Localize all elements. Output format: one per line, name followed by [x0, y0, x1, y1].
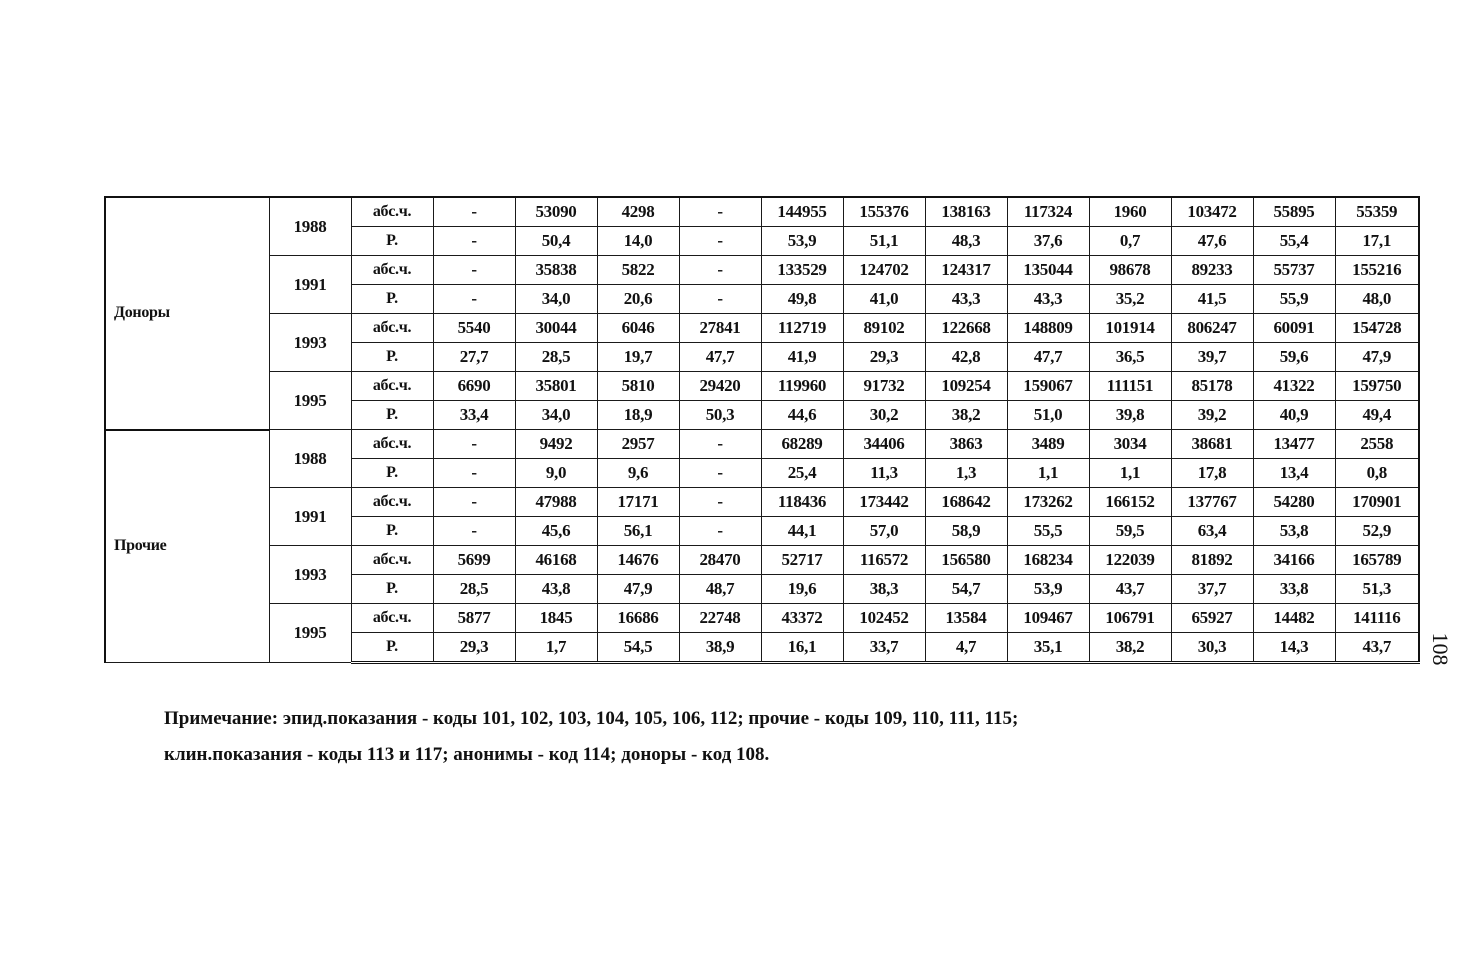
- year-cell: 1993: [269, 314, 351, 372]
- table-row: [105, 256, 1419, 285]
- value-cell: 27841: [679, 314, 761, 343]
- table-row: [105, 314, 1419, 343]
- value-cell: 17,8: [1171, 459, 1253, 488]
- value-cell: 19,7: [597, 343, 679, 372]
- value-cell: 28,5: [433, 575, 515, 604]
- year-cell: 1995: [269, 604, 351, 663]
- value-cell: 137767: [1171, 488, 1253, 517]
- value-cell: -: [679, 197, 761, 227]
- value-cell: 106791: [1089, 604, 1171, 633]
- table-row: [105, 604, 1419, 633]
- value-cell: 20,6: [597, 285, 679, 314]
- value-cell: 0,7: [1089, 227, 1171, 256]
- unit-cell: P.: [351, 575, 433, 604]
- value-cell: 45,6: [515, 517, 597, 546]
- table-row: [105, 546, 1419, 575]
- value-cell: 50,4: [515, 227, 597, 256]
- value-cell: 117324: [1007, 197, 1089, 227]
- unit-cell: абс.ч.: [351, 430, 433, 459]
- unit-cell: абс.ч.: [351, 314, 433, 343]
- value-cell: 33,8: [1253, 575, 1335, 604]
- value-cell: 51,0: [1007, 401, 1089, 430]
- value-cell: 39,7: [1171, 343, 1253, 372]
- value-cell: 22748: [679, 604, 761, 633]
- value-cell: 47988: [515, 488, 597, 517]
- value-cell: 38,9: [679, 633, 761, 663]
- value-cell: 17,1: [1335, 227, 1419, 256]
- value-cell: 166152: [1089, 488, 1171, 517]
- value-cell: 48,7: [679, 575, 761, 604]
- value-cell: 34406: [843, 430, 925, 459]
- value-cell: 49,4: [1335, 401, 1419, 430]
- value-cell: 11,3: [843, 459, 925, 488]
- value-cell: 28470: [679, 546, 761, 575]
- value-cell: 47,6: [1171, 227, 1253, 256]
- table-body: [105, 197, 1419, 663]
- value-cell: 60091: [1253, 314, 1335, 343]
- value-cell: 14,3: [1253, 633, 1335, 663]
- value-cell: 47,7: [679, 343, 761, 372]
- value-cell: 56,1: [597, 517, 679, 546]
- value-cell: 89233: [1171, 256, 1253, 285]
- value-cell: 6690: [433, 372, 515, 401]
- value-cell: 53,8: [1253, 517, 1335, 546]
- note-line-2: клин.показания - коды 113 и 117; анонимы - код 114; доноры - код 108.: [164, 744, 770, 765]
- value-cell: 35,1: [1007, 633, 1089, 663]
- value-cell: 5810: [597, 372, 679, 401]
- value-cell: -: [433, 256, 515, 285]
- value-cell: 55,4: [1253, 227, 1335, 256]
- value-cell: 55737: [1253, 256, 1335, 285]
- value-cell: 133529: [761, 256, 843, 285]
- value-cell: 44,1: [761, 517, 843, 546]
- value-cell: 57,0: [843, 517, 925, 546]
- value-cell: 102452: [843, 604, 925, 633]
- value-cell: 101914: [1089, 314, 1171, 343]
- value-cell: 41,0: [843, 285, 925, 314]
- value-cell: 27,7: [433, 343, 515, 372]
- value-cell: -: [679, 459, 761, 488]
- value-cell: 3863: [925, 430, 1007, 459]
- value-cell: 13,4: [1253, 459, 1335, 488]
- value-cell: 122668: [925, 314, 1007, 343]
- unit-cell: P.: [351, 459, 433, 488]
- table-row: [105, 430, 1419, 459]
- unit-cell: абс.ч.: [351, 546, 433, 575]
- value-cell: 34,0: [515, 285, 597, 314]
- value-cell: 65927: [1171, 604, 1253, 633]
- value-cell: 59,6: [1253, 343, 1335, 372]
- value-cell: 35,2: [1089, 285, 1171, 314]
- value-cell: 33,4: [433, 401, 515, 430]
- value-cell: -: [433, 488, 515, 517]
- value-cell: 155376: [843, 197, 925, 227]
- unit-cell: абс.ч.: [351, 604, 433, 633]
- year-cell: 1991: [269, 488, 351, 546]
- value-cell: 52717: [761, 546, 843, 575]
- value-cell: 46168: [515, 546, 597, 575]
- value-cell: 5822: [597, 256, 679, 285]
- value-cell: 25,4: [761, 459, 843, 488]
- unit-cell: абс.ч.: [351, 488, 433, 517]
- value-cell: 154728: [1335, 314, 1419, 343]
- value-cell: 42,8: [925, 343, 1007, 372]
- value-cell: 109467: [1007, 604, 1089, 633]
- value-cell: 91732: [843, 372, 925, 401]
- value-cell: 3489: [1007, 430, 1089, 459]
- value-cell: 168642: [925, 488, 1007, 517]
- group-label: Доноры: [105, 197, 269, 430]
- unit-cell: абс.ч.: [351, 197, 433, 227]
- year-cell: 1988: [269, 430, 351, 488]
- value-cell: 141116: [1335, 604, 1419, 633]
- value-cell: 168234: [1007, 546, 1089, 575]
- value-cell: 3034: [1089, 430, 1171, 459]
- value-cell: 34,0: [515, 401, 597, 430]
- value-cell: 85178: [1171, 372, 1253, 401]
- value-cell: -: [433, 430, 515, 459]
- value-cell: 43,3: [1007, 285, 1089, 314]
- value-cell: 2558: [1335, 430, 1419, 459]
- value-cell: 47,9: [597, 575, 679, 604]
- value-cell: -: [433, 197, 515, 227]
- value-cell: 41,9: [761, 343, 843, 372]
- unit-cell: P.: [351, 517, 433, 546]
- value-cell: 55895: [1253, 197, 1335, 227]
- unit-cell: P.: [351, 401, 433, 430]
- value-cell: -: [679, 430, 761, 459]
- value-cell: 51,1: [843, 227, 925, 256]
- group-label: Прочие: [105, 430, 269, 663]
- value-cell: -: [679, 488, 761, 517]
- value-cell: 116572: [843, 546, 925, 575]
- value-cell: 51,3: [1335, 575, 1419, 604]
- value-cell: 16686: [597, 604, 679, 633]
- value-cell: 68289: [761, 430, 843, 459]
- year-cell: 1991: [269, 256, 351, 314]
- value-cell: 156580: [925, 546, 1007, 575]
- note-line-1: Примечание: эпид.показания - коды 101, 102, 103, 104, 105, 106, 112; прочие - коды 109, 110, 111, 115;: [164, 708, 1019, 729]
- unit-cell: P.: [351, 285, 433, 314]
- value-cell: 1,7: [515, 633, 597, 663]
- value-cell: 14482: [1253, 604, 1335, 633]
- value-cell: 111151: [1089, 372, 1171, 401]
- value-cell: 148809: [1007, 314, 1089, 343]
- table-row: [105, 197, 1419, 227]
- value-cell: 0,8: [1335, 459, 1419, 488]
- value-cell: 48,0: [1335, 285, 1419, 314]
- value-cell: 30,2: [843, 401, 925, 430]
- value-cell: 41322: [1253, 372, 1335, 401]
- value-cell: 52,9: [1335, 517, 1419, 546]
- value-cell: 54,7: [925, 575, 1007, 604]
- value-cell: 4,7: [925, 633, 1007, 663]
- value-cell: 18,9: [597, 401, 679, 430]
- value-cell: 53090: [515, 197, 597, 227]
- table-row: [105, 372, 1419, 401]
- value-cell: 16,1: [761, 633, 843, 663]
- value-cell: 38,3: [843, 575, 925, 604]
- value-cell: 43,7: [1335, 633, 1419, 663]
- value-cell: 9,6: [597, 459, 679, 488]
- year-cell: 1988: [269, 197, 351, 256]
- value-cell: 2957: [597, 430, 679, 459]
- unit-cell: абс.ч.: [351, 372, 433, 401]
- value-cell: 48,3: [925, 227, 1007, 256]
- value-cell: 30,3: [1171, 633, 1253, 663]
- unit-cell: P.: [351, 633, 433, 663]
- value-cell: 109254: [925, 372, 1007, 401]
- value-cell: 19,6: [761, 575, 843, 604]
- value-cell: 103472: [1171, 197, 1253, 227]
- unit-cell: P.: [351, 227, 433, 256]
- value-cell: 47,7: [1007, 343, 1089, 372]
- unit-cell: абс.ч.: [351, 256, 433, 285]
- value-cell: 173442: [843, 488, 925, 517]
- value-cell: 1,3: [925, 459, 1007, 488]
- value-cell: -: [679, 227, 761, 256]
- value-cell: 38,2: [925, 401, 1007, 430]
- value-cell: 34166: [1253, 546, 1335, 575]
- value-cell: 49,8: [761, 285, 843, 314]
- value-cell: 53,9: [1007, 575, 1089, 604]
- value-cell: 1960: [1089, 197, 1171, 227]
- value-cell: 37,7: [1171, 575, 1253, 604]
- value-cell: 89102: [843, 314, 925, 343]
- value-cell: 1,1: [1089, 459, 1171, 488]
- value-cell: 5699: [433, 546, 515, 575]
- value-cell: 39,8: [1089, 401, 1171, 430]
- value-cell: 138163: [925, 197, 1007, 227]
- value-cell: 13477: [1253, 430, 1335, 459]
- value-cell: 47,9: [1335, 343, 1419, 372]
- value-cell: 4298: [597, 197, 679, 227]
- data-table: [104, 196, 1420, 664]
- value-cell: 806247: [1171, 314, 1253, 343]
- value-cell: 13584: [925, 604, 1007, 633]
- year-cell: 1995: [269, 372, 351, 430]
- value-cell: 35838: [515, 256, 597, 285]
- value-cell: 118436: [761, 488, 843, 517]
- value-cell: 43,8: [515, 575, 597, 604]
- value-cell: 5540: [433, 314, 515, 343]
- value-cell: 159750: [1335, 372, 1419, 401]
- value-cell: 9,0: [515, 459, 597, 488]
- value-cell: 135044: [1007, 256, 1089, 285]
- value-cell: 50,3: [679, 401, 761, 430]
- value-cell: 30044: [515, 314, 597, 343]
- value-cell: 1,1: [1007, 459, 1089, 488]
- value-cell: 55359: [1335, 197, 1419, 227]
- value-cell: -: [679, 285, 761, 314]
- value-cell: 1845: [515, 604, 597, 633]
- value-cell: 6046: [597, 314, 679, 343]
- value-cell: 29,3: [843, 343, 925, 372]
- value-cell: 124317: [925, 256, 1007, 285]
- value-cell: 37,6: [1007, 227, 1089, 256]
- value-cell: 98678: [1089, 256, 1171, 285]
- value-cell: 55,5: [1007, 517, 1089, 546]
- value-cell: 38681: [1171, 430, 1253, 459]
- value-cell: 144955: [761, 197, 843, 227]
- value-cell: 165789: [1335, 546, 1419, 575]
- value-cell: 155216: [1335, 256, 1419, 285]
- value-cell: 39,2: [1171, 401, 1253, 430]
- value-cell: 29,3: [433, 633, 515, 663]
- value-cell: 55,9: [1253, 285, 1335, 314]
- value-cell: -: [679, 256, 761, 285]
- value-cell: 112719: [761, 314, 843, 343]
- value-cell: 14,0: [597, 227, 679, 256]
- value-cell: 170901: [1335, 488, 1419, 517]
- value-cell: 119960: [761, 372, 843, 401]
- value-cell: 41,5: [1171, 285, 1253, 314]
- value-cell: 59,5: [1089, 517, 1171, 546]
- unit-cell: P.: [351, 343, 433, 372]
- value-cell: 36,5: [1089, 343, 1171, 372]
- value-cell: 44,6: [761, 401, 843, 430]
- value-cell: 9492: [515, 430, 597, 459]
- page-number: 108: [1428, 632, 1453, 666]
- value-cell: 5877: [433, 604, 515, 633]
- value-cell: 43372: [761, 604, 843, 633]
- value-cell: 40,9: [1253, 401, 1335, 430]
- value-cell: 54,5: [597, 633, 679, 663]
- value-cell: -: [433, 227, 515, 256]
- value-cell: 81892: [1171, 546, 1253, 575]
- value-cell: -: [433, 517, 515, 546]
- value-cell: 17171: [597, 488, 679, 517]
- value-cell: 33,7: [843, 633, 925, 663]
- value-cell: 43,7: [1089, 575, 1171, 604]
- value-cell: 38,2: [1089, 633, 1171, 663]
- value-cell: 28,5: [515, 343, 597, 372]
- value-cell: 63,4: [1171, 517, 1253, 546]
- value-cell: -: [433, 285, 515, 314]
- value-cell: 29420: [679, 372, 761, 401]
- table-row: [105, 488, 1419, 517]
- value-cell: 159067: [1007, 372, 1089, 401]
- value-cell: 173262: [1007, 488, 1089, 517]
- value-cell: -: [679, 517, 761, 546]
- value-cell: 14676: [597, 546, 679, 575]
- value-cell: 53,9: [761, 227, 843, 256]
- year-cell: 1993: [269, 546, 351, 604]
- value-cell: 35801: [515, 372, 597, 401]
- value-cell: 43,3: [925, 285, 1007, 314]
- value-cell: 54280: [1253, 488, 1335, 517]
- value-cell: 58,9: [925, 517, 1007, 546]
- value-cell: 122039: [1089, 546, 1171, 575]
- value-cell: 124702: [843, 256, 925, 285]
- value-cell: -: [433, 459, 515, 488]
